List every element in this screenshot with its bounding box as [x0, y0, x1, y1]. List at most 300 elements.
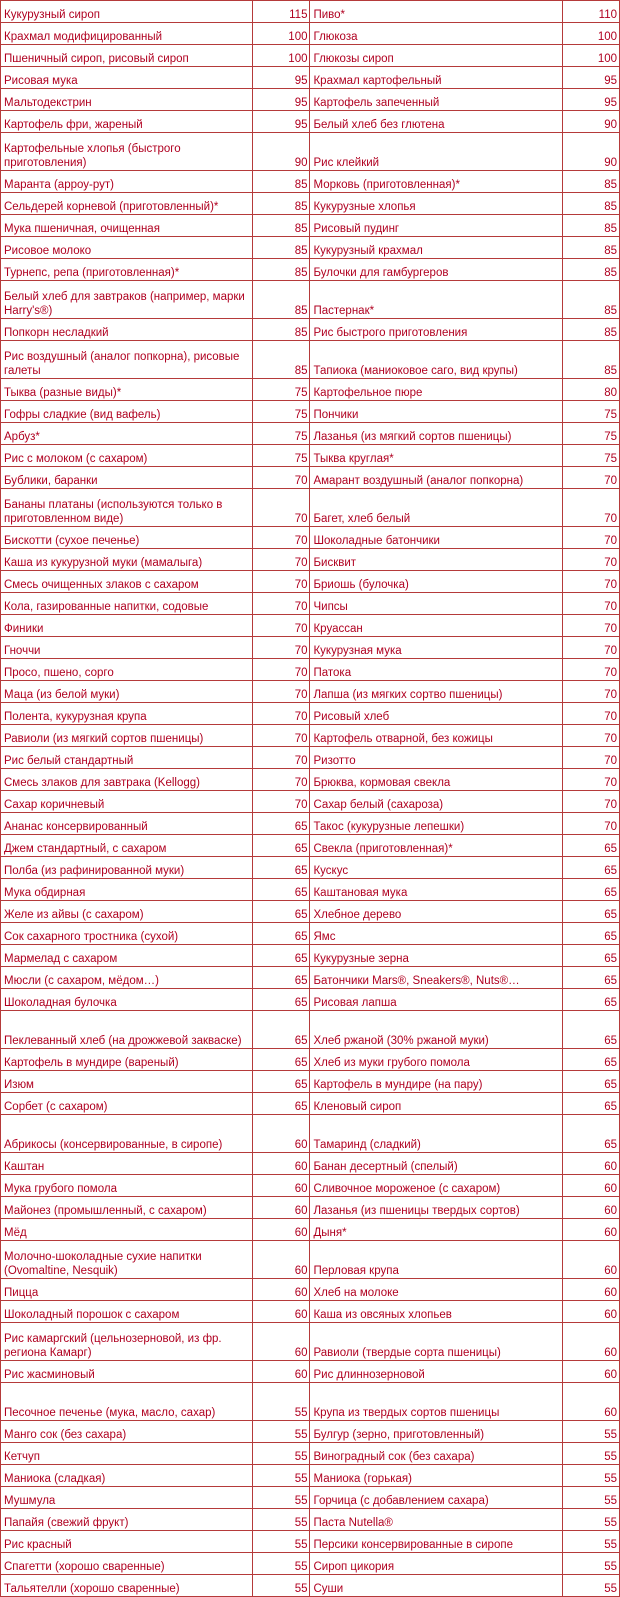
right-gi-value: 95 — [562, 67, 619, 89]
table-row — [1, 879, 620, 901]
right-food-name: Суши — [310, 1575, 562, 1597]
right-gi-value: 70 — [562, 467, 619, 489]
left-food-name: Мука пшеничная, очищенная — [1, 215, 253, 237]
right-gi-value: 60 — [562, 1361, 619, 1383]
left-food-name: Сок сахарного тростника (сухой) — [1, 923, 253, 945]
right-gi-value: 60 — [562, 1241, 619, 1279]
right-gi-value: 65 — [562, 1115, 619, 1153]
right-gi-value: 70 — [562, 791, 619, 813]
right-food-name: Рисовая лапша — [310, 989, 562, 1011]
left-food-name: Арбуз* — [1, 423, 253, 445]
right-food-name: Свекла (приготовленная)* — [310, 835, 562, 857]
left-gi-value: 65 — [253, 1093, 310, 1115]
left-food-name: Шоколадная булочка — [1, 989, 253, 1011]
table-row — [1, 215, 620, 237]
left-food-name: Бананы платаны (используются только в приготовленном виде) — [1, 489, 253, 527]
table-row — [1, 401, 620, 423]
table-row — [1, 659, 620, 681]
right-gi-value: 70 — [562, 571, 619, 593]
left-food-name: Мука грубого помола — [1, 1175, 253, 1197]
right-gi-value: 65 — [562, 1049, 619, 1071]
table-row — [1, 423, 620, 445]
right-gi-value: 60 — [562, 1219, 619, 1241]
right-food-name: Хлебное дерево — [310, 901, 562, 923]
left-gi-value: 65 — [253, 1011, 310, 1049]
right-food-name: Персики консервированные в сиропе — [310, 1531, 562, 1553]
right-food-name: Ямс — [310, 923, 562, 945]
table-row — [1, 319, 620, 341]
right-food-name: Булочки для гамбургеров — [310, 259, 562, 281]
table-row — [1, 1421, 620, 1443]
right-food-name: Хлеб ржаной (30% ржаной муки) — [310, 1011, 562, 1049]
right-food-name: Морковь (приготовленная)* — [310, 171, 562, 193]
right-food-name: Кленовый сироп — [310, 1093, 562, 1115]
right-gi-value: 55 — [562, 1509, 619, 1531]
left-food-name: Изюм — [1, 1071, 253, 1093]
table-row — [1, 89, 620, 111]
right-gi-value: 65 — [562, 945, 619, 967]
table-row — [1, 1361, 620, 1383]
right-gi-value: 60 — [562, 1153, 619, 1175]
table-row — [1, 171, 620, 193]
left-food-name: Просо, пшено, сорго — [1, 659, 253, 681]
left-gi-value: 65 — [253, 923, 310, 945]
right-food-name: Пончики — [310, 401, 562, 423]
right-food-name: Банан десертный (спелый) — [310, 1153, 562, 1175]
left-food-name: Полба (из рафинированной муки) — [1, 857, 253, 879]
right-food-name: Рис длиннозерновой — [310, 1361, 562, 1383]
table-body — [1, 1, 620, 1597]
table-row — [1, 681, 620, 703]
left-food-name: Крахмал модифицированный — [1, 23, 253, 45]
left-gi-value: 95 — [253, 67, 310, 89]
left-food-name: Тальятелли (хорошо сваренные) — [1, 1575, 253, 1597]
left-food-name: Мушмула — [1, 1487, 253, 1509]
left-gi-value: 65 — [253, 835, 310, 857]
right-gi-value: 85 — [562, 237, 619, 259]
left-food-name: Белый хлеб для завтраков (например, марки Harry's®) — [1, 281, 253, 319]
left-gi-value: 70 — [253, 659, 310, 681]
table-row — [1, 571, 620, 593]
table-row — [1, 445, 620, 467]
left-gi-value: 65 — [253, 989, 310, 1011]
table-row — [1, 1575, 620, 1597]
table-row — [1, 281, 620, 319]
table-row — [1, 1487, 620, 1509]
right-food-name: Виноградный сок (без сахара) — [310, 1443, 562, 1465]
left-gi-value: 75 — [253, 379, 310, 401]
right-food-name: Шоколадные батончики — [310, 527, 562, 549]
table-row — [1, 1153, 620, 1175]
table-row — [1, 467, 620, 489]
left-food-name: Пицца — [1, 1279, 253, 1301]
right-gi-value: 70 — [562, 489, 619, 527]
left-food-name: Майонез (промышленный, с сахаром) — [1, 1197, 253, 1219]
right-food-name: Крахмал картофельный — [310, 67, 562, 89]
table-row — [1, 111, 620, 133]
left-gi-value: 55 — [253, 1487, 310, 1509]
left-food-name: Рис белый стандартный — [1, 747, 253, 769]
right-food-name: Равиоли (твердые сорта пшеницы) — [310, 1323, 562, 1361]
left-gi-value: 60 — [253, 1219, 310, 1241]
left-gi-value: 75 — [253, 423, 310, 445]
left-gi-value: 65 — [253, 879, 310, 901]
left-food-name: Сахар коричневый — [1, 791, 253, 813]
left-gi-value: 55 — [253, 1531, 310, 1553]
left-gi-value: 55 — [253, 1509, 310, 1531]
left-food-name: Кетчуп — [1, 1443, 253, 1465]
right-food-name: Пастернак* — [310, 281, 562, 319]
right-gi-value: 75 — [562, 445, 619, 467]
table-row — [1, 1531, 620, 1553]
table-row — [1, 835, 620, 857]
left-food-name: Рис красный — [1, 1531, 253, 1553]
right-gi-value: 60 — [562, 1279, 619, 1301]
left-food-name: Рисовая мука — [1, 67, 253, 89]
right-gi-value: 85 — [562, 341, 619, 379]
table-row — [1, 549, 620, 571]
left-gi-value: 100 — [253, 23, 310, 45]
left-gi-value: 65 — [253, 945, 310, 967]
left-gi-value: 95 — [253, 111, 310, 133]
right-gi-value: 65 — [562, 1071, 619, 1093]
left-food-name: Мюсли (с сахаром, мёдом…) — [1, 967, 253, 989]
right-gi-value: 70 — [562, 681, 619, 703]
left-gi-value: 70 — [253, 593, 310, 615]
table-row — [1, 341, 620, 379]
table-row — [1, 923, 620, 945]
table-row — [1, 237, 620, 259]
right-gi-value: 85 — [562, 171, 619, 193]
left-food-name: Кукурузный сироп — [1, 1, 253, 23]
table-row — [1, 1219, 620, 1241]
table-row — [1, 1553, 620, 1575]
right-gi-value: 55 — [562, 1443, 619, 1465]
right-food-name: Каша из овсяных хлопьев — [310, 1301, 562, 1323]
left-food-name: Папайя (свежий фрукт) — [1, 1509, 253, 1531]
right-gi-value: 75 — [562, 423, 619, 445]
table-row — [1, 769, 620, 791]
right-food-name: Багет, хлеб белый — [310, 489, 562, 527]
right-food-name: Дыня* — [310, 1219, 562, 1241]
left-gi-value: 70 — [253, 615, 310, 637]
table-row — [1, 989, 620, 1011]
left-food-name: Гофры сладкие (вид вафель) — [1, 401, 253, 423]
left-gi-value: 70 — [253, 769, 310, 791]
left-gi-value: 65 — [253, 967, 310, 989]
right-gi-value: 65 — [562, 901, 619, 923]
table-row — [1, 1, 620, 23]
left-gi-value: 115 — [253, 1, 310, 23]
right-gi-value: 90 — [562, 133, 619, 171]
left-gi-value: 60 — [253, 1241, 310, 1279]
left-food-name: Рис жасминовый — [1, 1361, 253, 1383]
left-food-name: Смесь злаков для завтрака (Kellogg) — [1, 769, 253, 791]
right-gi-value: 70 — [562, 659, 619, 681]
table-row — [1, 1383, 620, 1421]
left-food-name: Финики — [1, 615, 253, 637]
table-row — [1, 725, 620, 747]
left-food-name: Абрикосы (консервированные, в сиропе) — [1, 1115, 253, 1153]
right-gi-value: 55 — [562, 1487, 619, 1509]
left-gi-value: 70 — [253, 571, 310, 593]
left-gi-value: 85 — [253, 341, 310, 379]
right-gi-value: 70 — [562, 747, 619, 769]
right-food-name: Булгур (зерно, приготовленный) — [310, 1421, 562, 1443]
left-gi-value: 65 — [253, 857, 310, 879]
right-gi-value: 70 — [562, 703, 619, 725]
left-food-name: Каша из кукурузной муки (мамалыга) — [1, 549, 253, 571]
left-gi-value: 70 — [253, 791, 310, 813]
left-food-name: Молочно-шоколадные сухие напитки (Ovomaltine, Nesquik) — [1, 1241, 253, 1279]
left-gi-value: 60 — [253, 1175, 310, 1197]
right-food-name: Картофельное пюре — [310, 379, 562, 401]
table-row — [1, 901, 620, 923]
right-gi-value: 80 — [562, 379, 619, 401]
left-gi-value: 60 — [253, 1361, 310, 1383]
left-food-name: Бискотти (сухое печенье) — [1, 527, 253, 549]
right-food-name: Бисквит — [310, 549, 562, 571]
table-row — [1, 1509, 620, 1531]
right-gi-value: 70 — [562, 549, 619, 571]
left-gi-value: 55 — [253, 1383, 310, 1421]
right-food-name: Кукурузные зерна — [310, 945, 562, 967]
left-gi-value: 60 — [253, 1323, 310, 1361]
left-food-name: Бублики, баранки — [1, 467, 253, 489]
right-gi-value: 75 — [562, 401, 619, 423]
left-food-name: Мука обдирная — [1, 879, 253, 901]
left-food-name: Мармелад с сахаром — [1, 945, 253, 967]
right-food-name: Круассан — [310, 615, 562, 637]
right-food-name: Перловая крупа — [310, 1241, 562, 1279]
left-gi-value: 85 — [253, 281, 310, 319]
left-gi-value: 100 — [253, 45, 310, 67]
left-gi-value: 55 — [253, 1421, 310, 1443]
left-gi-value: 70 — [253, 747, 310, 769]
table-row — [1, 489, 620, 527]
right-food-name: Паста Nutella® — [310, 1509, 562, 1531]
right-food-name: Глюкоза — [310, 23, 562, 45]
left-food-name: Рис воздушный (аналог попкорна), рисовые галеты — [1, 341, 253, 379]
right-food-name: Сироп цикория — [310, 1553, 562, 1575]
left-food-name: Гноччи — [1, 637, 253, 659]
right-gi-value: 100 — [562, 45, 619, 67]
left-food-name: Пеклеванный хлеб (на дрожжевой закваске) — [1, 1011, 253, 1049]
table-row — [1, 67, 620, 89]
table-row — [1, 1323, 620, 1361]
right-food-name: Картофель запеченный — [310, 89, 562, 111]
table-row — [1, 1197, 620, 1219]
left-gi-value: 55 — [253, 1553, 310, 1575]
left-gi-value: 60 — [253, 1301, 310, 1323]
right-gi-value: 95 — [562, 89, 619, 111]
left-food-name: Рис камаргский (цельнозерновой, из фр. региона Камарг) — [1, 1323, 253, 1361]
right-food-name: Такос (кукурузные лепешки) — [310, 813, 562, 835]
right-gi-value: 60 — [562, 1301, 619, 1323]
right-food-name: Амарант воздушный (аналог попкорна) — [310, 467, 562, 489]
right-gi-value: 65 — [562, 835, 619, 857]
table-row — [1, 1049, 620, 1071]
table-row — [1, 1465, 620, 1487]
table-row — [1, 23, 620, 45]
left-food-name: Джем стандартный, с сахаром — [1, 835, 253, 857]
right-gi-value: 60 — [562, 1323, 619, 1361]
right-gi-value: 110 — [562, 1, 619, 23]
left-gi-value: 90 — [253, 133, 310, 171]
right-gi-value: 70 — [562, 813, 619, 835]
right-gi-value: 100 — [562, 23, 619, 45]
right-gi-value: 85 — [562, 259, 619, 281]
left-gi-value: 65 — [253, 1071, 310, 1093]
right-food-name: Маниока (горькая) — [310, 1465, 562, 1487]
table-row — [1, 1175, 620, 1197]
left-food-name: Турнепс, репа (приготовленная)* — [1, 259, 253, 281]
right-food-name: Рисовый хлеб — [310, 703, 562, 725]
left-food-name: Маца (из белой муки) — [1, 681, 253, 703]
left-gi-value: 85 — [253, 215, 310, 237]
left-food-name: Картофельные хлопья (быстрого приготовления) — [1, 133, 253, 171]
table-row — [1, 747, 620, 769]
left-gi-value: 55 — [253, 1443, 310, 1465]
left-gi-value: 75 — [253, 445, 310, 467]
right-food-name: Рис быстрого приготовления — [310, 319, 562, 341]
table-row — [1, 791, 620, 813]
left-food-name: Сорбет (с сахаром) — [1, 1093, 253, 1115]
left-food-name: Картофель в мундире (вареный) — [1, 1049, 253, 1071]
right-gi-value: 70 — [562, 725, 619, 747]
left-food-name: Рисовое молоко — [1, 237, 253, 259]
right-gi-value: 55 — [562, 1575, 619, 1597]
table-row — [1, 1241, 620, 1279]
table-row — [1, 527, 620, 549]
right-food-name: Ризотто — [310, 747, 562, 769]
table-row — [1, 1443, 620, 1465]
right-gi-value: 55 — [562, 1531, 619, 1553]
right-gi-value: 70 — [562, 615, 619, 637]
left-food-name: Равиоли (из мягкий сортов пшеницы) — [1, 725, 253, 747]
table-row — [1, 1093, 620, 1115]
right-gi-value: 70 — [562, 527, 619, 549]
right-food-name: Хлеб из муки грубого помола — [310, 1049, 562, 1071]
left-gi-value: 65 — [253, 1049, 310, 1071]
right-gi-value: 90 — [562, 111, 619, 133]
left-gi-value: 75 — [253, 401, 310, 423]
right-gi-value: 70 — [562, 769, 619, 791]
table-row — [1, 1301, 620, 1323]
table-row — [1, 967, 620, 989]
left-food-name: Кола, газированные напитки, содовые — [1, 593, 253, 615]
right-food-name: Кускус — [310, 857, 562, 879]
right-food-name: Кукурузные хлопья — [310, 193, 562, 215]
right-food-name: Сахар белый (сахароза) — [310, 791, 562, 813]
left-gi-value: 60 — [253, 1115, 310, 1153]
right-gi-value: 70 — [562, 593, 619, 615]
right-gi-value: 65 — [562, 857, 619, 879]
left-food-name: Смесь очищенных злаков с сахаром — [1, 571, 253, 593]
right-gi-value: 65 — [562, 879, 619, 901]
right-gi-value: 85 — [562, 215, 619, 237]
left-gi-value: 65 — [253, 901, 310, 923]
right-gi-value: 65 — [562, 967, 619, 989]
table-row — [1, 1115, 620, 1153]
right-gi-value: 85 — [562, 281, 619, 319]
left-food-name: Сельдерей корневой (приготовленный)* — [1, 193, 253, 215]
left-gi-value: 60 — [253, 1153, 310, 1175]
left-gi-value: 70 — [253, 467, 310, 489]
left-gi-value: 85 — [253, 171, 310, 193]
right-gi-value: 85 — [562, 319, 619, 341]
table-row — [1, 615, 620, 637]
left-gi-value: 85 — [253, 319, 310, 341]
right-food-name: Хлеб на молоке — [310, 1279, 562, 1301]
table-row — [1, 133, 620, 171]
left-food-name: Желе из айвы (с сахаром) — [1, 901, 253, 923]
right-food-name: Пиво* — [310, 1, 562, 23]
table-row — [1, 637, 620, 659]
right-food-name: Сливочное мороженое (с сахаром) — [310, 1175, 562, 1197]
table-row — [1, 1071, 620, 1093]
left-gi-value: 85 — [253, 259, 310, 281]
left-food-name: Рис с молоком (с сахаром) — [1, 445, 253, 467]
right-food-name: Кукурузный крахмал — [310, 237, 562, 259]
left-gi-value: 60 — [253, 1279, 310, 1301]
left-food-name: Маранта (арроу-рут) — [1, 171, 253, 193]
right-food-name: Лапша (из мягких сортво пшеницы) — [310, 681, 562, 703]
right-gi-value: 70 — [562, 637, 619, 659]
right-gi-value: 60 — [562, 1175, 619, 1197]
right-food-name: Горчица (с добавлением сахара) — [310, 1487, 562, 1509]
table-row — [1, 813, 620, 835]
left-food-name: Тыква (разные виды)* — [1, 379, 253, 401]
right-gi-value: 85 — [562, 193, 619, 215]
right-food-name: Белый хлеб без глютена — [310, 111, 562, 133]
right-food-name: Чипсы — [310, 593, 562, 615]
left-gi-value: 70 — [253, 527, 310, 549]
right-food-name: Каштановая мука — [310, 879, 562, 901]
left-gi-value: 65 — [253, 813, 310, 835]
table-row — [1, 193, 620, 215]
left-food-name: Попкорн несладкий — [1, 319, 253, 341]
left-food-name: Манго сок (без сахара) — [1, 1421, 253, 1443]
left-gi-value: 70 — [253, 637, 310, 659]
left-gi-value: 70 — [253, 489, 310, 527]
table-row — [1, 593, 620, 615]
table-row — [1, 1011, 620, 1049]
right-gi-value: 65 — [562, 989, 619, 1011]
right-gi-value: 65 — [562, 923, 619, 945]
left-gi-value: 70 — [253, 703, 310, 725]
right-food-name: Рисовый пудинг — [310, 215, 562, 237]
left-food-name: Каштан — [1, 1153, 253, 1175]
table-row — [1, 45, 620, 67]
left-gi-value: 85 — [253, 237, 310, 259]
left-food-name: Мёд — [1, 1219, 253, 1241]
left-gi-value: 70 — [253, 549, 310, 571]
right-gi-value: 65 — [562, 1093, 619, 1115]
right-food-name: Лазанья (из пшеницы твердых сортов) — [310, 1197, 562, 1219]
table-row — [1, 1279, 620, 1301]
right-gi-value: 55 — [562, 1465, 619, 1487]
left-food-name: Мальтодекстрин — [1, 89, 253, 111]
left-food-name: Песочное печенье (мука, масло, сахар) — [1, 1383, 253, 1421]
right-food-name: Бриошь (булочка) — [310, 571, 562, 593]
left-gi-value: 85 — [253, 193, 310, 215]
left-food-name: Ананас консервированный — [1, 813, 253, 835]
right-food-name: Тамаринд (сладкий) — [310, 1115, 562, 1153]
right-gi-value: 55 — [562, 1553, 619, 1575]
right-food-name: Батончики Mars®, Sneakers®, Nuts®… — [310, 967, 562, 989]
left-food-name: Спагетти (хорошо сваренные) — [1, 1553, 253, 1575]
